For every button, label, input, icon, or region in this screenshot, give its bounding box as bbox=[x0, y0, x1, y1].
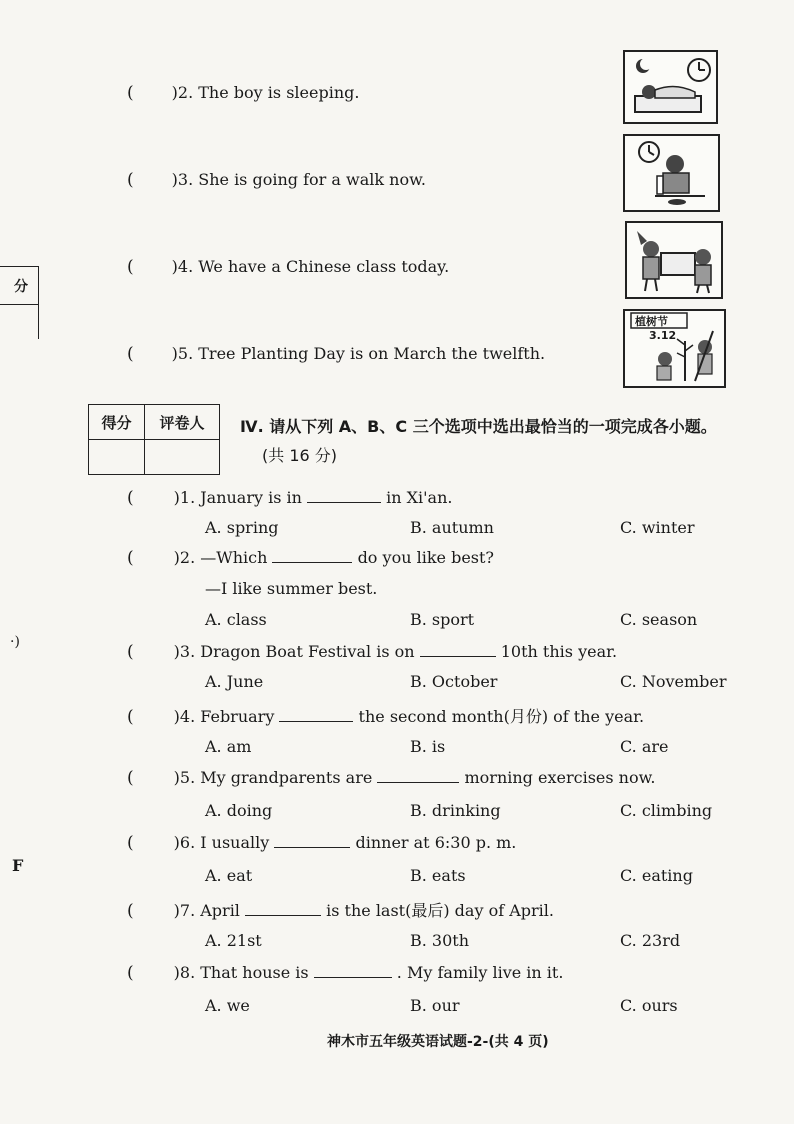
option-c[interactable]: C. winter bbox=[620, 518, 695, 537]
option-b[interactable]: B. drinking bbox=[410, 801, 501, 820]
answer-paren-open[interactable]: ( bbox=[127, 963, 134, 983]
option-a[interactable]: A. eat bbox=[205, 866, 253, 885]
answer-paren-close: ) bbox=[173, 963, 180, 982]
question-stem-end: in Xi'an. bbox=[386, 488, 453, 507]
score-table bbox=[88, 404, 220, 475]
answer-paren-close: ) bbox=[173, 642, 180, 661]
answer-paren-close: ) bbox=[171, 257, 178, 276]
option-a[interactable]: A. 21st bbox=[205, 931, 262, 950]
answer-paren-open[interactable]: ( bbox=[127, 833, 134, 853]
answer-paren-open[interactable]: ( bbox=[127, 257, 134, 277]
question-stem-end: dinner at 6:30 p. m. bbox=[355, 833, 517, 852]
question-stem-end: the second month(月份) of the year. bbox=[358, 707, 645, 726]
answer-paren-open[interactable]: ( bbox=[127, 707, 134, 727]
grader-header: 评卷人 bbox=[145, 405, 220, 440]
question-7 bbox=[127, 898, 554, 921]
question-6 bbox=[127, 833, 516, 853]
answer-paren-close: ) bbox=[173, 707, 180, 726]
answer-paren-close: ) bbox=[173, 768, 180, 787]
option-c[interactable]: C. season bbox=[620, 610, 698, 629]
section-4-title: Ⅳ. 请从下列 A、B、C 三个选项中选出最恰当的一项完成各小题。 bbox=[240, 417, 717, 436]
fill-blank[interactable] bbox=[314, 963, 392, 978]
answer-paren-close: ) bbox=[173, 901, 180, 920]
option-c[interactable]: C. 23rd bbox=[620, 931, 681, 950]
answer-paren-open[interactable]: ( bbox=[127, 642, 134, 662]
option-c[interactable]: C. November bbox=[620, 672, 727, 691]
answer-paren-open[interactable]: ( bbox=[127, 901, 134, 921]
picture-question-4 bbox=[127, 257, 449, 277]
margin-fen-label: 分 bbox=[14, 279, 28, 295]
question-stem-start: 6. I usually bbox=[179, 833, 270, 852]
flag-icon bbox=[637, 231, 647, 245]
question-stem-start: 7. April bbox=[179, 901, 240, 920]
fill-blank[interactable] bbox=[377, 768, 459, 783]
question-answer-line: —I like summer best. bbox=[205, 579, 378, 598]
margin-divider bbox=[0, 304, 38, 305]
fill-blank[interactable] bbox=[279, 707, 353, 722]
question-8 bbox=[127, 963, 563, 983]
girl-clock-picture bbox=[623, 134, 720, 212]
option-b[interactable]: B. our bbox=[410, 996, 460, 1015]
picture-question-3 bbox=[127, 170, 426, 190]
question-stem-end: morning exercises now. bbox=[464, 768, 656, 787]
score-header: 得分 bbox=[89, 405, 145, 440]
option-b[interactable]: B. autumn bbox=[410, 518, 494, 537]
answer-paren-close: ) bbox=[171, 83, 178, 102]
question-text: 3. She is going for a walk now. bbox=[177, 170, 426, 189]
answer-paren-open[interactable]: ( bbox=[127, 548, 134, 568]
picture-question-5 bbox=[127, 344, 545, 364]
question-1 bbox=[127, 488, 452, 508]
option-a[interactable]: A. June bbox=[205, 672, 264, 691]
grader-cell[interactable] bbox=[145, 440, 220, 475]
margin-mark-top: ·) bbox=[10, 634, 20, 650]
option-c[interactable]: C. ours bbox=[620, 996, 678, 1015]
question-stem-start: 8. That house is bbox=[179, 963, 309, 982]
question-stem-end: 10th this year. bbox=[500, 642, 618, 661]
question-text: 4. We have a Chinese class today. bbox=[177, 257, 450, 276]
option-c[interactable]: C. climbing bbox=[620, 801, 713, 820]
question-stem-start: 1. January is in bbox=[179, 488, 302, 507]
question-stem-start: 2. —Which bbox=[179, 548, 268, 567]
section-4-points: (共 16 分) bbox=[262, 446, 338, 465]
picture-question-2 bbox=[127, 83, 359, 103]
answer-paren-close: ) bbox=[171, 344, 178, 363]
fill-blank[interactable] bbox=[307, 488, 381, 503]
kids-carrying-box-picture bbox=[625, 221, 723, 299]
option-a[interactable]: A. doing bbox=[205, 801, 273, 820]
question-stem-end: . My family live in it. bbox=[396, 963, 564, 982]
score-cell[interactable] bbox=[89, 440, 145, 475]
answer-paren-close: ) bbox=[173, 548, 180, 567]
answer-paren-close: ) bbox=[173, 488, 180, 507]
option-a[interactable]: A. am bbox=[205, 737, 252, 756]
option-c[interactable]: C. eating bbox=[620, 866, 693, 885]
answer-paren-open[interactable]: ( bbox=[127, 768, 134, 788]
question-4 bbox=[127, 704, 644, 727]
option-b[interactable]: B. sport bbox=[410, 610, 475, 629]
option-a[interactable]: A. spring bbox=[205, 518, 279, 537]
option-a[interactable]: A. we bbox=[205, 996, 250, 1015]
fill-blank[interactable] bbox=[420, 642, 496, 657]
tree-day-title: 植树节 bbox=[635, 315, 668, 328]
boy-sleeping-picture bbox=[623, 50, 718, 124]
question-stem-start: 5. My grandparents are bbox=[179, 768, 373, 787]
tree-day-date: 3.12 bbox=[649, 329, 677, 342]
fill-blank[interactable] bbox=[245, 901, 321, 916]
question-text: 2. The boy is sleeping. bbox=[177, 83, 360, 102]
option-b[interactable]: B. eats bbox=[410, 866, 466, 885]
question-text: 5. Tree Planting Day is on March the twelfth. bbox=[177, 344, 546, 363]
question-stem-start: 3. Dragon Boat Festival is on bbox=[179, 642, 415, 661]
question-5 bbox=[127, 768, 656, 788]
fill-blank[interactable] bbox=[272, 548, 352, 563]
question-stem-end: do you like best? bbox=[357, 548, 494, 567]
answer-paren-open[interactable]: ( bbox=[127, 83, 134, 103]
fill-blank[interactable] bbox=[274, 833, 350, 848]
answer-paren-open[interactable]: ( bbox=[127, 170, 134, 190]
tree-planting-day-picture bbox=[623, 309, 726, 388]
box-icon bbox=[661, 253, 695, 275]
option-c[interactable]: C. are bbox=[620, 737, 669, 756]
option-b[interactable]: B. is bbox=[410, 737, 446, 756]
option-a[interactable]: A. class bbox=[205, 610, 267, 629]
option-b[interactable]: B. October bbox=[410, 672, 498, 691]
answer-paren-open[interactable]: ( bbox=[127, 344, 134, 364]
page-footer: 神木市五年级英语试题-2-(共 4 页) bbox=[327, 1034, 549, 1050]
margin-mark-bottom: F bbox=[12, 856, 24, 875]
question-2 bbox=[127, 548, 494, 568]
question-3 bbox=[127, 642, 617, 662]
question-stem-end: is the last(最后) day of April. bbox=[326, 901, 554, 920]
answer-paren-close: ) bbox=[171, 170, 178, 189]
option-b[interactable]: B. 30th bbox=[410, 931, 470, 950]
answer-paren-open[interactable]: ( bbox=[127, 488, 134, 508]
question-stem-start: 4. February bbox=[179, 707, 275, 726]
answer-paren-close: ) bbox=[173, 833, 180, 852]
